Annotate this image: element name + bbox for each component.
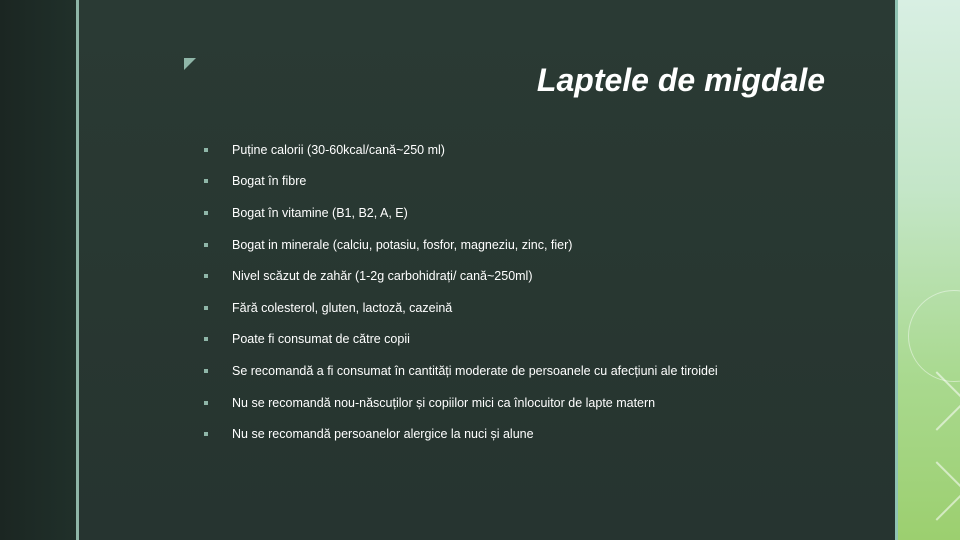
list-item xyxy=(204,387,718,419)
square-bullet-icon xyxy=(204,179,208,183)
list-item-text: Puține calorii (30-60kcal/cană~250 ml) xyxy=(232,142,445,157)
list-item-text: Poate fi consumat de către copii xyxy=(232,332,410,347)
list-item xyxy=(204,166,718,198)
list-item-text: Nivel scăzut de zahăr (1-2g carbohidrați/ cană~250ml) xyxy=(232,269,533,284)
list-item-text: Bogat în vitamine (B1, B2, A, E) xyxy=(232,205,408,220)
bullet-list xyxy=(204,134,718,450)
list-item-text: Se recomandă a fi consumat în cantități moderate de persoanele cu afecțiuni ale tiroidei xyxy=(232,363,718,378)
list-item xyxy=(204,197,718,229)
list-item-text: Bogat în fibre xyxy=(232,174,307,189)
list-item xyxy=(204,134,718,166)
square-bullet-icon xyxy=(204,369,208,373)
square-bullet-icon xyxy=(204,211,208,215)
list-item xyxy=(204,229,718,261)
square-bullet-icon xyxy=(204,148,208,152)
decorative-chevron-icon xyxy=(907,461,960,520)
list-item xyxy=(204,355,718,387)
list-item xyxy=(204,418,718,450)
square-bullet-icon xyxy=(204,337,208,341)
decorative-circle xyxy=(908,290,960,382)
corner-triangle-icon xyxy=(184,58,196,70)
square-bullet-icon xyxy=(204,243,208,247)
square-bullet-icon xyxy=(204,401,208,405)
list-item xyxy=(204,324,718,356)
list-item-text: Bogat in minerale (calciu, potasiu, fosfor, magneziu, zinc, fier) xyxy=(232,237,573,252)
slide-title: Laptele de migdale xyxy=(536,62,825,98)
square-bullet-icon xyxy=(204,274,208,278)
list-item-text: Fără colesterol, gluten, lactoză, cazeină xyxy=(232,300,453,315)
left-dark-band xyxy=(0,0,76,540)
square-bullet-icon xyxy=(204,306,208,310)
list-item-text: Nu se recomandă nou-născuților și copiilor mici ca înlocuitor de lapte matern xyxy=(232,395,656,410)
list-item xyxy=(204,260,718,292)
list-item xyxy=(204,292,718,324)
right-green-band xyxy=(898,0,960,540)
list-item-text: Nu se recomandă persoanelor alergice la nuci și alune xyxy=(232,427,534,442)
square-bullet-icon xyxy=(204,432,208,436)
